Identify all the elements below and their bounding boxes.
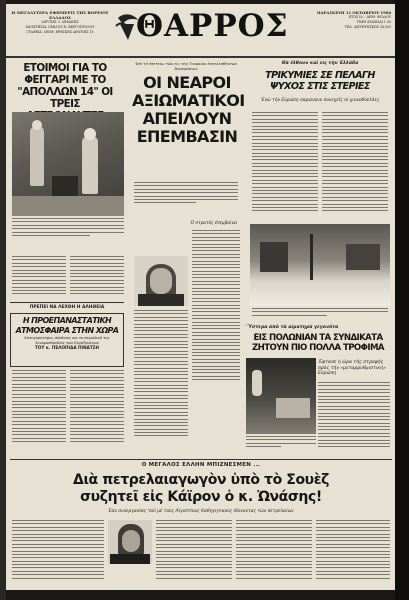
onassis-text-1 (12, 520, 104, 586)
masthead-rule (6, 56, 395, 58)
onassis-portrait-photo (108, 520, 152, 564)
masthead-left-line: Η ΜΕΓΑΛΥΤΕΡΑ ΕΦΗΜΕΡΙΣ ΤΗΣ ΒΟΡΕΙΟΥ ΕΛΛΑΔΟΣ (11, 10, 109, 20)
officers-text-left (134, 310, 188, 456)
storms-kicker: Θὰ ἔλθουν καὶ εἰς τὴν Ἑλλάδα (281, 61, 359, 66)
newspaper-title: ΘΑΡΡΟΣ (136, 8, 289, 44)
newspaper-page (6, 4, 395, 590)
onassis-text-3 (236, 520, 312, 586)
scan-border-right (395, 0, 409, 600)
astronauts-photo (12, 112, 124, 216)
snowstorm-caption (252, 308, 388, 322)
atmosphere-sub: Κατηγορητήριο, σύνθεσις και το περιοδικό της Συνομοσπονδίας των Εργαζομένων (24, 336, 110, 345)
masthead-left-line: ΙΔΡΥΤΗΣ: Ι. ΛΕΦΑΚΗΣ (41, 20, 79, 24)
snowstorm-photo (250, 224, 390, 306)
masthead-left-line: ΙΔΙΟΚΤΗΣΙΑ: ΟΜΙΛΟΣ Ν. ΒΕΡΓΟΠΟΥΛΟΥ (25, 25, 95, 29)
storms-text-1 (252, 112, 318, 222)
masthead-right-line: ΤΗΛ. ΔΙΕΥΘΥΝΣΕΩΣ 26.555 (344, 25, 391, 29)
officers-headline: ΟΙ ΝΕΑΡΟΙ ΑΞΙΩΜΑΤΙΚΟΙ ΑΠΕΙΛΟΥΝ ΕΠΕΜΒΑΣΙΝ (132, 73, 245, 146)
atmosphere-text-1 (12, 370, 66, 454)
apollo-text-1 (12, 256, 66, 300)
onassis-headline-1: Διὰ πετρελαιαγωγὸν ὑπὸ τὸ Σουὲζ (73, 472, 329, 488)
atmosphere-box (10, 313, 124, 367)
officers-text-right (192, 230, 240, 400)
politician-portrait-photo (134, 256, 188, 306)
atmosphere-text-2 (70, 370, 124, 454)
onassis-text-2 (156, 520, 232, 586)
poland-headline: ΕΙΣ ΠΟΛΩΝΙΑΝ ΤΑ ΣΥΝΔΙΚΑΤΑ ΖΗΤΟΥΝ ΠΙΟ ΠΟΛΛΑ ΤΡΟΦΙΜΑ (252, 333, 384, 353)
onassis-headline-2: συζητεῖ εἰς Κάϊρον ὁ κ. Ὠνάσης! (80, 489, 322, 505)
masthead-left-line: ΓΡΑΦΕΙΑ: ΛΕΩΦ. ΕΘΝΙΚΗΣ ΑΜΥΝΗΣ 15 (26, 30, 94, 34)
truth-kicker: ΠΡΕΠΕΙ ΝΑ ΛΕΧΘΗ Η ΑΛΗΘΕΙΑ (29, 305, 105, 310)
masthead-left (10, 10, 110, 35)
poland-caption (246, 436, 316, 456)
officers-kicker: 'Επί τή ἐπετείω τῶν εἰς τὴν Τουρκίαν ἐκτελεσθέντων Ἀνακρίσεων (134, 61, 238, 71)
onassis-text-4 (316, 520, 390, 586)
onassis-kicker: Ο ΜΕΓΑΛΟΣ ΕΛΛΗΝ ΜΠΙΖΝΕΣΜΕΝ ... (141, 462, 261, 468)
masthead-right-line: ΤΙΜΗ ΔΡΑΧΜΑΙ 1.50 (356, 20, 391, 24)
storms-sub: 'Ενῶ τὴν Εὐρώπη σαρώνουν συνεχεῖς οἱ χιονοθύελλες (260, 98, 380, 103)
masthead-right-line: ΠΑΡΑΣΚΕΥΗ 11 ΟΚΤΩΒΡΙΟΥ 1968 (317, 10, 391, 15)
col1-rule (10, 302, 124, 303)
poland-protest-photo (246, 358, 316, 434)
bottom-rule (10, 459, 392, 460)
storms-headline: ΤΡΙΚΥΜΙΕΣ ΣΕ ΠΕΛΑΓΗ ΨΥΧΟΣ ΣΤΙΣ ΣΤΕΡΙΕΣ (265, 70, 375, 92)
atmosphere-headline: Η ΠΡΟΕΠΑΝΑΣΤΑΤΙΚΗ ΑΤΜΟΣΦΑΙΡΑ ΣΤΗΝ ΧΩΡΑ (15, 316, 119, 335)
army-intervenes-caption: Ὁ στρατός ἐπεμβαίνει (190, 220, 238, 225)
atmosphere-byline: ΤΟΥ κ. ΠΕΛΟΠΙΔΑ ΠΙΝΑΤΣΗ (34, 345, 100, 350)
officers-lead (134, 182, 238, 218)
poland-sub: Ἔφτασε ἡ ὥρα τῆς στροφῆς πρὸς τὴν «μεταρρυθμιστική» Εὐρώπη (318, 360, 386, 377)
apollo-headline: ΕΤΟΙΜΟΙ ΓΙΑ ΤΟ ΦΕΓΓΑΡΙ ΜΕ ΤΟ "ΑΠΟΛΛΩΝ 14" ΟΙ ΤΡΕΙΣ (17, 62, 113, 110)
poland-text (318, 382, 390, 456)
apollo-text-2 (70, 256, 124, 300)
masthead-right (291, 10, 391, 30)
apollo-caption (12, 218, 124, 254)
masthead-right-line: ΕΤΟΣ ΙΔ' - ΑΡΙΘ. ΦΥΛΛΟΥ (348, 15, 391, 19)
onassis-sub: Ἐὰν συνεργασίας τοῦ μὲ τοὺς Αἰγυπτίους Καθηγητικοὺς ἰθύνοντας τῶν πετρελαίων (108, 509, 294, 514)
storms-text-2 (322, 112, 388, 222)
poland-kicker: 'Ύστερα ἀπὸ τὰ αἱματηρὰ γεγονότα (246, 325, 339, 330)
